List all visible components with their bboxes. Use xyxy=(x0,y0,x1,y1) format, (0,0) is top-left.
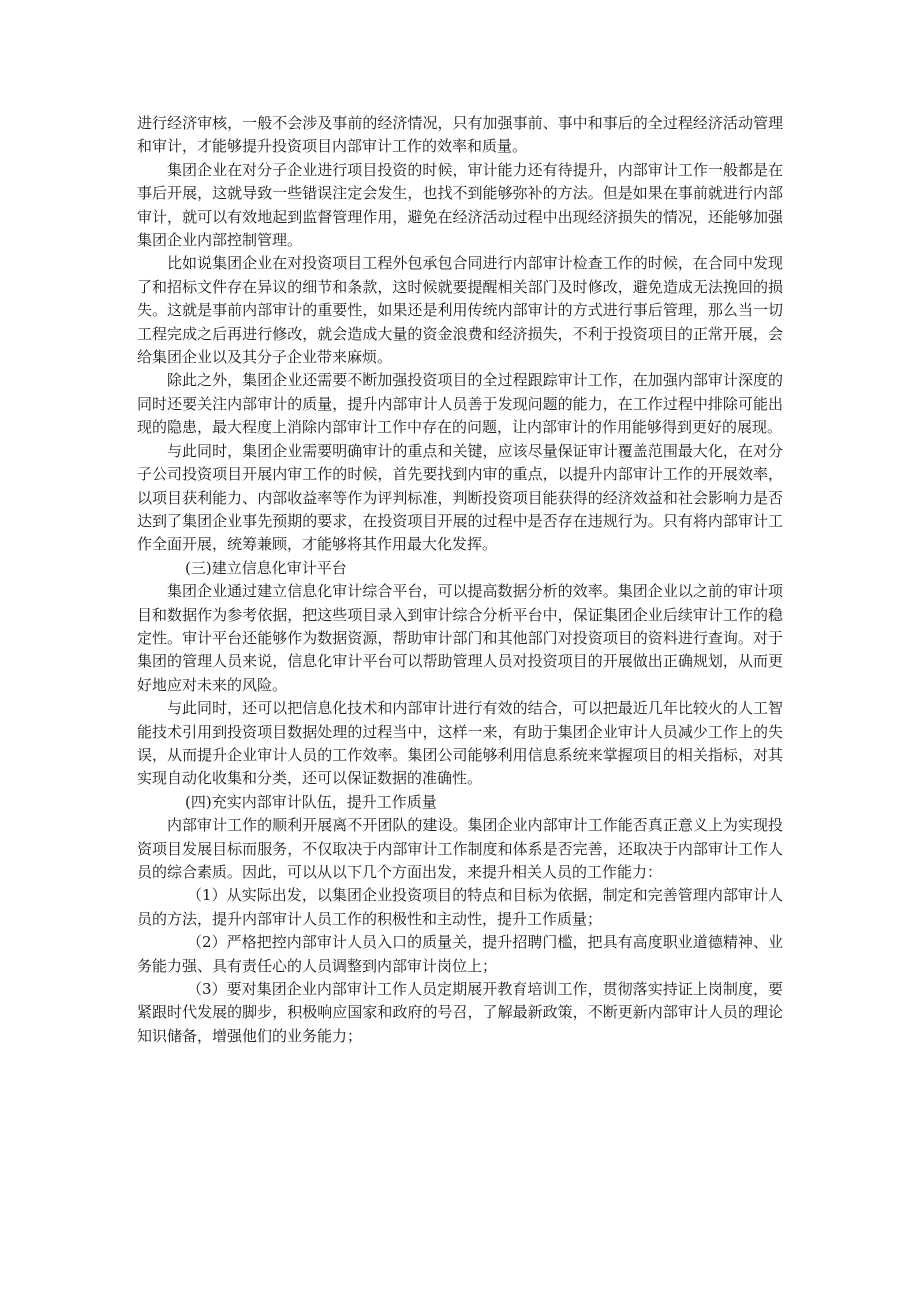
paragraph-ai-integration: 与此同时，还可以把信息化技术和内部审计进行有效的结合，可以把最近几年比较火的人工智能技术引用到投资项目数据处理的过程当中，这样一来，有助于集团企业审计人员减少工作上的失误，从而提升企业审计人员的工作效率。集团公司能够利用信息系统来掌握项目的相关指标，对其实现自动化收集和分类，还可以保证数据的准确性。 xyxy=(137,699,783,788)
list-item-3: （3）要对集团企业内部审计工作人员定期展开教育培训工作，贯彻落实持证上岗制度，要紧跟时代发展的脚步，积极响应国家和政府的号召，了解最新政策，不断更新内部审计人员的理论知识储备，增强他们的业务能力； xyxy=(137,980,783,1045)
section-heading-3: (三)建立信息化审计平台 xyxy=(185,558,347,577)
paragraph-continuation: 进行经济审核，一般不会涉及事前的经济情况，只有加强事前、事中和事后的全过程经济活动管理和审计，才能够提升投资项目内部审计工作的效率和质量。 xyxy=(137,114,783,156)
list-item-1: （1）从实际出发，以集团企业投资项目的特点和目标为依据，制定和完善管理内部审计人员的方法，提升内部审计人员工作的积极性和主动性，提升工作质量； xyxy=(137,886,783,928)
paragraph-audit-focus: 与此同时，集团企业需要明确审计的重点和关键，应该尽量保证审计覆盖范围最大化，在对分子公司投资项目开展内审工作的时候，首先要找到内审的重点，以提升内部审计工作的开展效率，以项目获利能力、内部收益率等作为评判标准，判断投资项目能获得的经济效益和社会影响力是否达到了集团企业事先预期的要求，在投资项目开展的过程中是否存在违规行为。只有将内部审计工作全面开展，统筹兼顾，才能够将其作用最大化发挥。 xyxy=(137,441,783,554)
paragraph-full-process-audit: 除此之外，集团企业还需要不断加强投资项目的全过程跟踪审计工作，在加强内部审计深度的同时还要关注内部审计的质量，提升内部审计人员善于发现问题的能力，在工作过程中排除可能出现的隐患，最大程度上消除内部审计工作中存在的问题，让内部审计的作用能够得到更好的展现。 xyxy=(137,371,783,437)
list-item-2: （2）严格把控内部审计人员入口的质量关，提升招聘门槛，把具有高度职业道德精神、业务能力强、具有责任心的人员调整到内部审计岗位上； xyxy=(137,933,783,975)
document-page xyxy=(137,112,783,1048)
paragraph-info-platform: 集团企业通过建立信息化审计综合平台，可以提高数据分析的效率。集团企业以之前的审计项目和数据作为参考依据，把这些项目录入到审计综合分析平台中，保证集团企业后续审计工作的稳定性。审计平台还能够作为数据资源，帮助审计部门和其他部门对投资项目的资料进行查询。对于集团的管理人员来说，信息化审计平台可以帮助管理人员对投资项目的开展做出正确规划，从而更好地应对未来的风险。 xyxy=(137,582,783,694)
paragraph-audit-timing: 集团企业在对分子企业进行项目投资的时候，审计能力还有待提升，内部审计工作一般都是在事后开展，这就导致一些错误注定会发生，也找不到能够弥补的方法。但是如果在事前就进行内部审计，就可以有效地起到监督管理作用，避免在经济活动过程中出现经济损失的情况，还能够加强集团企业内部控制管理。 xyxy=(137,160,783,250)
section-heading-4: (四)充实内部审计队伍，提升工作质量 xyxy=(185,792,437,811)
paragraph-team-building: 内部审计工作的顺利开展离不开团队的建设。集团企业内部审计工作能否真正意义上为实现投资项目发展目标而服务，不仅取决于内部审计工作制度和体系是否完善，还取决于内部审计工作人员的综合素质。因此，可以从以下几个方面出发，来提升相关人员的工作能力： xyxy=(137,816,783,881)
paragraph-contract-example: 比如说集团企业在对投资项目工程外包承包合同进行内部审计检查工作的时候，在合同中发现了和招标文件存在异议的细节和条款，这时候就要提醒相关部门及时修改，避免造成无法挽回的损失。这就是事前内部审计的重要性，如果还是利用传统内部审计的方式进行事后管理，那么当一切工程完成之后再进行修改，就会造成大量的资金浪费和经济损失，不利于投资项目的正常开展，会给集团企业以及其分子企业带来麻烦。 xyxy=(137,254,783,367)
